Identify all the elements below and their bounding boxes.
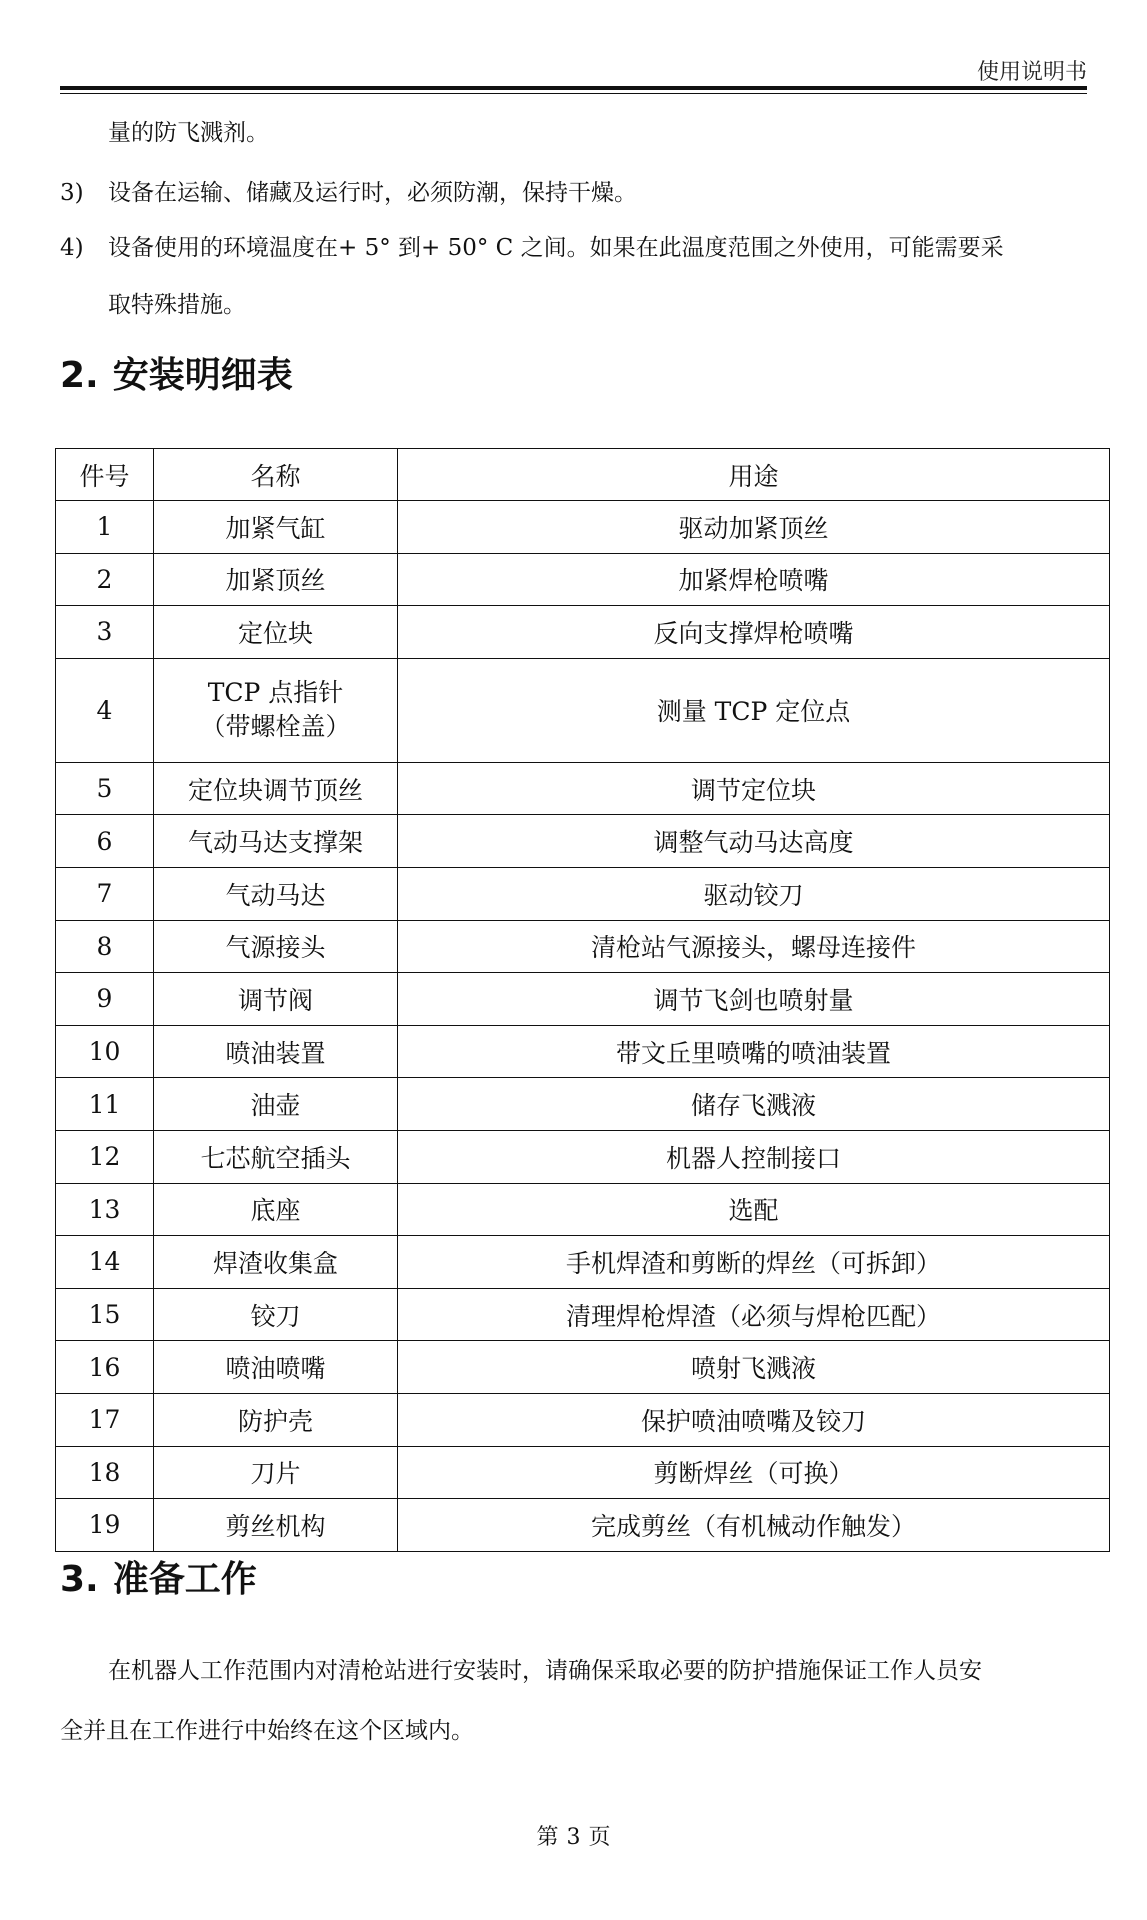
cell-no: 19 bbox=[56, 1499, 154, 1552]
cell-use: 调整气动马达高度 bbox=[398, 815, 1110, 868]
cell-name: 定位块调节顶丝 bbox=[154, 762, 398, 815]
table-row bbox=[56, 606, 1110, 659]
table-row bbox=[56, 762, 1110, 815]
cell-use: 带文丘里喷嘴的喷油装置 bbox=[398, 1025, 1110, 1078]
cell-no: 4 bbox=[56, 658, 154, 762]
table-row bbox=[56, 501, 1110, 554]
cell-name: 喷油装置 bbox=[154, 1025, 398, 1078]
cell-name: 加紧气缸 bbox=[154, 501, 398, 554]
intro-item-4-line2: 取特殊措施。 bbox=[108, 292, 246, 318]
cell-no: 2 bbox=[56, 553, 154, 606]
cell-name: 刀片 bbox=[154, 1446, 398, 1499]
section-title: 安装明细表 bbox=[112, 355, 293, 396]
table-header-row bbox=[56, 449, 1110, 501]
cell-use: 喷射飞溅液 bbox=[398, 1341, 1110, 1394]
cell-no: 12 bbox=[56, 1130, 154, 1183]
cell-name: 加紧顶丝 bbox=[154, 553, 398, 606]
cell-no: 9 bbox=[56, 973, 154, 1026]
cell-use: 调节飞剑也喷射量 bbox=[398, 973, 1110, 1026]
cell-use: 测量 TCP 定位点 bbox=[398, 658, 1110, 762]
cell-name: 喷油喷嘴 bbox=[154, 1341, 398, 1394]
cell-use: 清枪站气源接头，螺母连接件 bbox=[398, 920, 1110, 973]
table-row bbox=[56, 658, 1110, 762]
cell-name: 气动马达支撑架 bbox=[154, 815, 398, 868]
item-number: 3) bbox=[60, 180, 84, 206]
section3-paragraph-line1: 在机器人工作范围内对清枪站进行安装时，请确保采取必要的防护措施保证工作人员安 bbox=[108, 1658, 982, 1684]
cell-use: 储存飞溅液 bbox=[398, 1078, 1110, 1131]
intro-item-3 bbox=[60, 178, 637, 208]
section-heading-3 bbox=[60, 1558, 257, 1602]
cell-name: 气源接头 bbox=[154, 920, 398, 973]
section-heading-2 bbox=[60, 354, 293, 398]
table-row bbox=[56, 1236, 1110, 1289]
cell-use: 驱动加紧顶丝 bbox=[398, 501, 1110, 554]
cell-name: 气动马达 bbox=[154, 867, 398, 920]
cell-no: 17 bbox=[56, 1393, 154, 1446]
intro-item-4 bbox=[60, 233, 1004, 263]
cell-name: 底座 bbox=[154, 1183, 398, 1236]
cell-no: 14 bbox=[56, 1236, 154, 1289]
table-row bbox=[56, 1183, 1110, 1236]
table-row bbox=[56, 1025, 1110, 1078]
header-cell-use: 用途 bbox=[398, 449, 1110, 501]
section-number: 3. bbox=[60, 1559, 99, 1600]
cell-name: 剪丝机构 bbox=[154, 1499, 398, 1552]
table-row bbox=[56, 1393, 1110, 1446]
cell-use: 机器人控制接口 bbox=[398, 1130, 1110, 1183]
cell-name-line1: TCP 点指针 bbox=[207, 678, 344, 708]
cell-use: 清理焊枪焊渣（必须与焊枪匹配） bbox=[398, 1288, 1110, 1341]
table-row bbox=[56, 1446, 1110, 1499]
table-row bbox=[56, 920, 1110, 973]
cell-use: 加紧焊枪喷嘴 bbox=[398, 553, 1110, 606]
cell-no: 5 bbox=[56, 762, 154, 815]
cell-no: 18 bbox=[56, 1446, 154, 1499]
header-title: 使用说明书 bbox=[976, 60, 1087, 85]
cell-no: 10 bbox=[56, 1025, 154, 1078]
page-footer bbox=[0, 1820, 1147, 1851]
section-title: 准备工作 bbox=[112, 1559, 257, 1600]
cell-name: 防护壳 bbox=[154, 1393, 398, 1446]
table-row bbox=[56, 973, 1110, 1026]
table-row bbox=[56, 1130, 1110, 1183]
table-row bbox=[56, 815, 1110, 868]
cell-no: 1 bbox=[56, 501, 154, 554]
cell-no: 11 bbox=[56, 1078, 154, 1131]
footer-prefix: 第 bbox=[536, 1825, 559, 1850]
cell-name bbox=[154, 658, 398, 762]
header-cell-no: 件号 bbox=[56, 449, 154, 501]
cell-no: 8 bbox=[56, 920, 154, 973]
table-row bbox=[56, 1078, 1110, 1131]
cell-name: 定位块 bbox=[154, 606, 398, 659]
cell-use: 驱动铰刀 bbox=[398, 867, 1110, 920]
cell-use: 剪断焊丝（可换） bbox=[398, 1446, 1110, 1499]
cell-name-line2: （带螺栓盖） bbox=[200, 712, 351, 742]
cell-use: 保护喷油喷嘴及铰刀 bbox=[398, 1393, 1110, 1446]
cell-name: 调节阀 bbox=[154, 973, 398, 1026]
cell-use: 完成剪丝（有机械动作触发） bbox=[398, 1499, 1110, 1552]
cell-use: 手机焊渣和剪断的焊丝（可拆卸） bbox=[398, 1236, 1110, 1289]
table-row bbox=[56, 1499, 1110, 1552]
footer-suffix: 页 bbox=[588, 1825, 611, 1850]
cell-use: 选配 bbox=[398, 1183, 1110, 1236]
table-row bbox=[56, 553, 1110, 606]
item-number: 4) bbox=[60, 235, 84, 261]
table-row bbox=[56, 1341, 1110, 1394]
header-rule-thick bbox=[60, 86, 1087, 90]
parts-table bbox=[55, 448, 1110, 1552]
cell-no: 15 bbox=[56, 1288, 154, 1341]
cell-name: 焊渣收集盒 bbox=[154, 1236, 398, 1289]
cell-no: 13 bbox=[56, 1183, 154, 1236]
cell-name: 铰刀 bbox=[154, 1288, 398, 1341]
cell-use: 反向支撑焊枪喷嘴 bbox=[398, 606, 1110, 659]
cell-no: 3 bbox=[56, 606, 154, 659]
page-number: 3 bbox=[566, 1825, 581, 1850]
item-text: 设备在运输、储藏及运行时，必须防潮，保持干燥。 bbox=[108, 180, 637, 206]
cell-no: 16 bbox=[56, 1341, 154, 1394]
cell-use: 调节定位块 bbox=[398, 762, 1110, 815]
header-rule-thin bbox=[60, 93, 1087, 94]
cell-no: 7 bbox=[56, 867, 154, 920]
table-row bbox=[56, 1288, 1110, 1341]
intro-continuation: 量的防飞溅剂。 bbox=[108, 120, 269, 146]
cell-name: 七芯航空插头 bbox=[154, 1130, 398, 1183]
item-text-line1: 设备使用的环境温度在+ 5° 到+ 50° C 之间。如果在此温度范围之外使用，可能需要采 bbox=[108, 235, 1004, 261]
section-number: 2. bbox=[60, 355, 99, 396]
header-cell-name: 名称 bbox=[154, 449, 398, 501]
cell-name: 油壶 bbox=[154, 1078, 398, 1131]
section3-paragraph-line2: 全并且在工作进行中始终在这个区域内。 bbox=[60, 1718, 474, 1744]
table-row bbox=[56, 867, 1110, 920]
cell-no: 6 bbox=[56, 815, 154, 868]
